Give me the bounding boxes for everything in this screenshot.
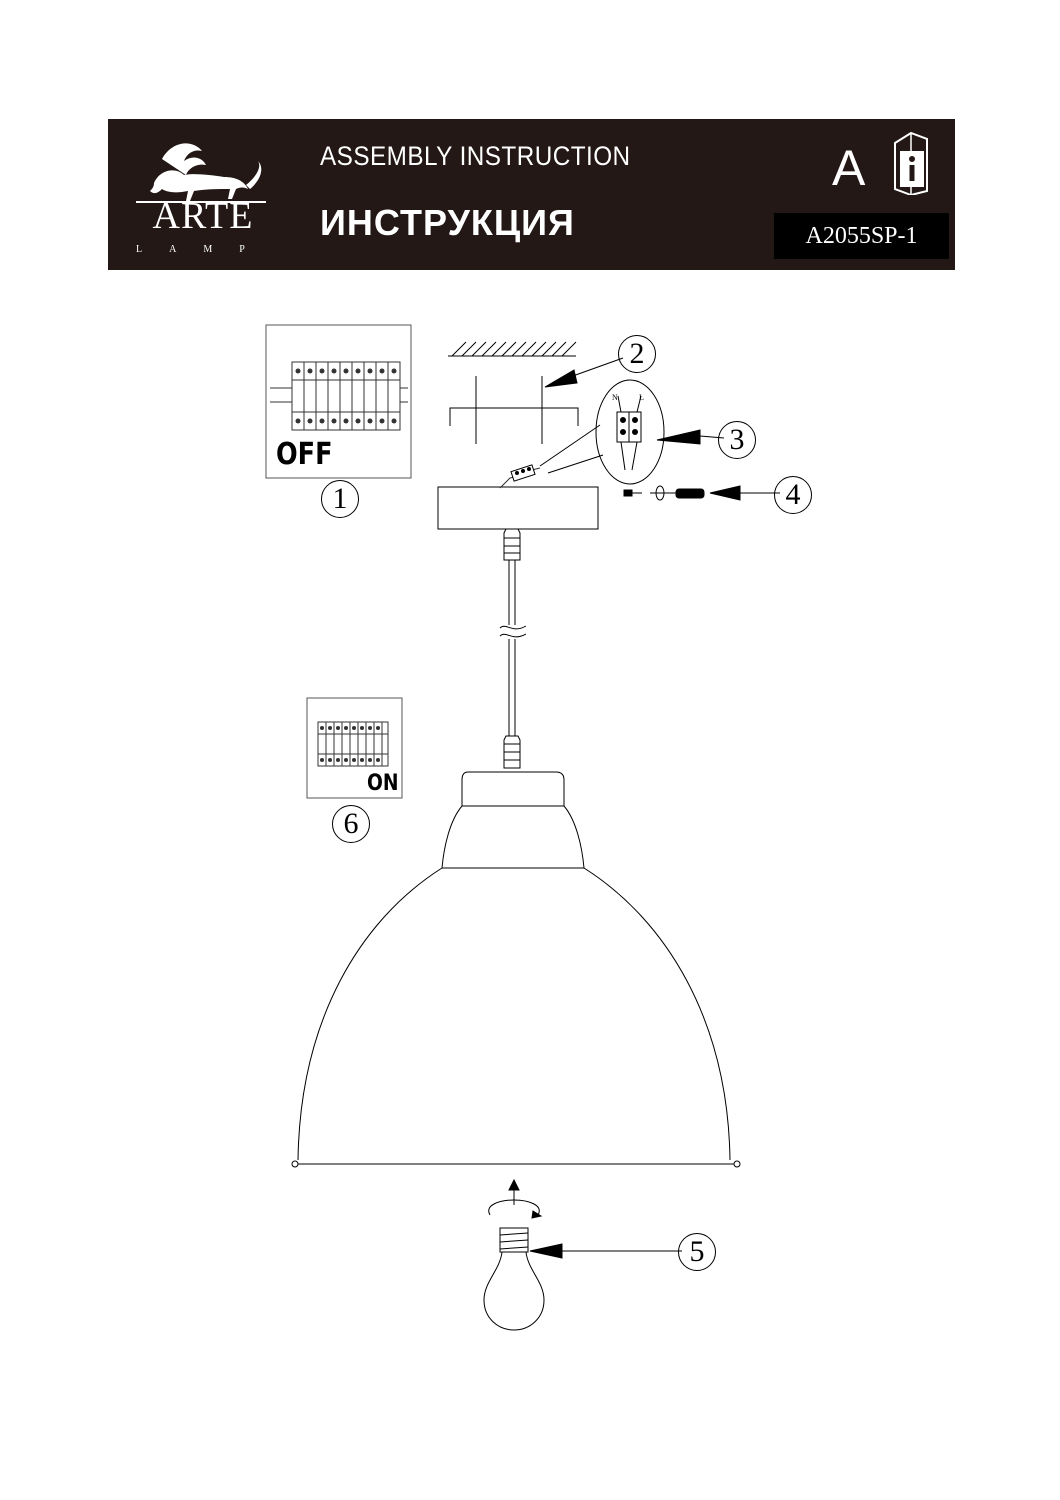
terminal-block-off-icon [270, 362, 408, 430]
step-number-6: 6 [332, 805, 370, 843]
title-english: ASSEMBLY INSTRUCTION [320, 141, 631, 171]
off-label: OFF [276, 437, 333, 472]
live-label: L [639, 393, 644, 402]
model-number: A2055SP-1 [774, 213, 949, 259]
screwdriver-icon [624, 486, 704, 500]
brand-subtitle: LAMP [136, 244, 272, 255]
ceiling-canopy [438, 465, 598, 529]
step-number-4: 4 [774, 476, 812, 514]
brand-name: ARTE [152, 195, 254, 237]
step-number-3: 3 [718, 421, 756, 459]
step-number-1: 1 [321, 480, 359, 518]
light-bulb-icon [484, 1180, 544, 1330]
step-number-2: 2 [618, 335, 656, 373]
suspension-cable [500, 529, 526, 768]
mounting-bracket [450, 376, 578, 444]
wiring-detail-callout [540, 380, 664, 484]
on-label: ON [367, 771, 399, 796]
title-russian: ИНСТРУКЦИЯ [320, 202, 575, 243]
step-number-5: 5 [678, 1233, 716, 1271]
neutral-label: N [612, 393, 618, 402]
terminal-block-on-icon [318, 722, 388, 766]
ceiling-hatch [448, 342, 576, 356]
document-letter: A [832, 140, 866, 196]
